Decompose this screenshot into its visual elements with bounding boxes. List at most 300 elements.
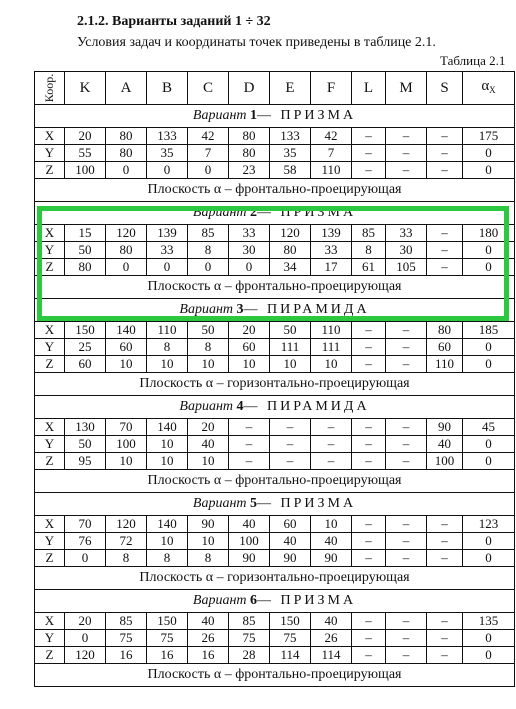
coordinate-value: –: [352, 128, 386, 145]
coordinate-value: –: [352, 356, 386, 373]
coordinate-value: 42: [311, 128, 352, 145]
coordinate-value: –: [427, 630, 463, 647]
coordinate-value: 16: [147, 647, 188, 664]
coordinate-value: –: [352, 647, 386, 664]
coordinate-value: 15: [65, 225, 106, 242]
coordinate-value: 60: [229, 339, 270, 356]
coordinate-row: [35, 225, 515, 242]
coordinate-value: 135: [463, 613, 515, 630]
plane-prefix: Плоскость: [147, 182, 211, 197]
variant-number: 6: [250, 593, 257, 608]
coordinate-value: 26: [311, 630, 352, 647]
koord-header-label: Коор.: [42, 73, 57, 103]
coordinate-value: –: [229, 436, 270, 453]
coordinate-value: 10: [106, 356, 147, 373]
coordinate-value: –: [427, 647, 463, 664]
coordinate-value: 10: [311, 516, 352, 533]
plane-type: – горизонтально-проецирующая: [216, 570, 410, 585]
coordinate-value: –: [427, 145, 463, 162]
coordinate-value: –: [352, 550, 386, 567]
coordinate-value: –: [352, 339, 386, 356]
coordinate-value: –: [352, 630, 386, 647]
coordinate-value: 0: [463, 533, 515, 550]
coordinate-value: 8: [188, 339, 229, 356]
coordinate-value: 25: [65, 339, 106, 356]
coordinate-value: –: [386, 419, 427, 436]
plane-description: [35, 276, 515, 299]
coordinate-value: 80: [270, 242, 311, 259]
coordinate-value: 111: [270, 339, 311, 356]
coordinate-value: 100: [65, 162, 106, 179]
variant-word: Вариант: [192, 108, 247, 123]
coordinate-label: Z: [35, 647, 65, 664]
coordinate-value: 140: [147, 516, 188, 533]
coordinate-value: 100: [427, 453, 463, 470]
coordinate-value: –: [229, 453, 270, 470]
coordinate-value: 40: [188, 613, 229, 630]
coordinate-value: 40: [188, 436, 229, 453]
coordinate-value: 80: [106, 145, 147, 162]
coordinate-value: 111: [311, 339, 352, 356]
coordinate-value: 45: [463, 419, 515, 436]
coordinate-value: 16: [106, 647, 147, 664]
coordinate-value: 0: [463, 339, 515, 356]
coordinate-row: [35, 436, 515, 453]
alpha-subscript: X: [489, 85, 496, 95]
variant-word: Вариант: [192, 205, 247, 220]
coordinate-label: Z: [35, 162, 65, 179]
coordinate-value: 105: [386, 259, 427, 276]
coordinate-row: [35, 550, 515, 567]
coordinate-value: 123: [463, 516, 515, 533]
plane-type: – фронтально-проецирующая: [224, 667, 402, 682]
coordinate-value: 76: [65, 533, 106, 550]
coordinate-value: 75: [147, 630, 188, 647]
coordinate-row: [35, 419, 515, 436]
coordinate-value: –: [352, 516, 386, 533]
coordinate-value: 10: [229, 356, 270, 373]
coordinate-row: [35, 613, 515, 630]
coordinate-row: [35, 242, 515, 259]
coordinate-value: 26: [188, 630, 229, 647]
coordinate-value: 23: [229, 162, 270, 179]
variant-word: Вариант: [192, 593, 247, 608]
col-header-e: E: [270, 72, 311, 105]
koord-header: [35, 72, 65, 105]
variant-number: 5: [250, 496, 257, 511]
coordinate-value: 10: [147, 453, 188, 470]
coordinate-value: –: [311, 453, 352, 470]
variant-word: Вариант: [192, 496, 247, 511]
variant-title: [35, 493, 515, 516]
coordinate-value: 110: [311, 322, 352, 339]
coordinate-value: 140: [147, 419, 188, 436]
col-header-k: K: [65, 72, 106, 105]
coordinate-label: Y: [35, 630, 65, 647]
coordinate-value: 80: [427, 322, 463, 339]
variant-word: Вариант: [179, 399, 234, 414]
coordinate-value: –: [427, 128, 463, 145]
coordinate-value: 8: [188, 550, 229, 567]
variant-title-row: [35, 396, 515, 419]
coordinate-value: 40: [229, 516, 270, 533]
coordinate-label: Y: [35, 533, 65, 550]
col-header-m: M: [386, 72, 427, 105]
coordinate-value: 35: [147, 145, 188, 162]
coordinate-value: 40: [427, 436, 463, 453]
coordinate-value: 60: [106, 339, 147, 356]
coordinate-value: –: [427, 550, 463, 567]
variant-shape: — ПРИЗМА: [257, 108, 357, 123]
coordinate-value: 0: [463, 162, 515, 179]
coordinate-value: –: [386, 613, 427, 630]
coordinate-value: 10: [270, 356, 311, 373]
coordinate-value: 33: [229, 225, 270, 242]
coordinate-value: 0: [463, 647, 515, 664]
coordinate-value: –: [427, 533, 463, 550]
variant-shape: — ПИРАМИДА: [243, 399, 370, 414]
coordinate-value: 8: [147, 550, 188, 567]
coordinate-value: 0: [65, 630, 106, 647]
coordinate-row: [35, 630, 515, 647]
coordinate-value: 10: [147, 356, 188, 373]
coordinate-value: 0: [463, 356, 515, 373]
coordinate-value: 80: [65, 259, 106, 276]
plane-type: – фронтально-проецирующая: [224, 182, 402, 197]
coordinate-value: 80: [229, 128, 270, 145]
coordinate-value: –: [386, 128, 427, 145]
plane-row: [35, 276, 515, 299]
coordinate-value: 133: [147, 128, 188, 145]
coordinate-value: –: [352, 453, 386, 470]
plane-alpha: α: [213, 667, 222, 682]
coordinate-value: 90: [270, 550, 311, 567]
coordinate-value: 7: [188, 145, 229, 162]
coordinate-value: –: [386, 322, 427, 339]
plane-alpha: α: [213, 182, 222, 197]
coordinate-value: 30: [386, 242, 427, 259]
plane-row: [35, 373, 515, 396]
coordinate-value: 20: [188, 419, 229, 436]
plane-description: [35, 373, 515, 396]
variant-shape: — ПРИЗМА: [257, 205, 357, 220]
coordinate-label: Y: [35, 145, 65, 162]
coordinate-value: 185: [463, 322, 515, 339]
coordinate-value: 114: [311, 647, 352, 664]
coordinate-row: [35, 339, 515, 356]
plane-description: [35, 664, 515, 687]
coordinate-value: 90: [229, 550, 270, 567]
coordinate-value: 80: [106, 242, 147, 259]
coordinate-value: 0: [463, 630, 515, 647]
coordinate-value: –: [311, 436, 352, 453]
coordinate-label: Y: [35, 242, 65, 259]
variant-title: [35, 105, 515, 128]
coordinate-value: 70: [106, 419, 147, 436]
variant-number: 1: [250, 108, 257, 123]
coordinate-value: –: [386, 647, 427, 664]
coordinate-value: 55: [65, 145, 106, 162]
coordinate-label: Y: [35, 339, 65, 356]
coordinate-value: 150: [270, 613, 311, 630]
coordinate-row: [35, 533, 515, 550]
coordinate-value: 114: [270, 647, 311, 664]
col-header-alpha: [463, 72, 515, 105]
plane-row: [35, 470, 515, 493]
coordinate-label: X: [35, 225, 65, 242]
coordinate-value: 90: [311, 550, 352, 567]
coordinate-value: 40: [311, 533, 352, 550]
coordinate-row: [35, 162, 515, 179]
coordinate-label: Y: [35, 436, 65, 453]
plane-description: [35, 567, 515, 590]
col-header-s: S: [427, 72, 463, 105]
plane-prefix: Плоскость: [147, 667, 211, 682]
coordinate-label: X: [35, 613, 65, 630]
coordinate-value: 42: [188, 128, 229, 145]
col-header-c: C: [188, 72, 229, 105]
coordinate-value: 0: [463, 453, 515, 470]
coordinate-label: X: [35, 128, 65, 145]
plane-description: [35, 179, 515, 202]
coordinate-value: 50: [270, 322, 311, 339]
variant-title: [35, 590, 515, 613]
coordinate-value: 139: [147, 225, 188, 242]
coordinate-value: 50: [65, 242, 106, 259]
coordinate-value: 17: [311, 259, 352, 276]
coordinate-value: –: [229, 419, 270, 436]
coordinate-value: 35: [270, 145, 311, 162]
plane-alpha: α: [213, 279, 222, 294]
variants-body: [35, 105, 515, 687]
col-header-l: L: [352, 72, 386, 105]
coordinate-value: –: [311, 419, 352, 436]
coordinate-value: 133: [270, 128, 311, 145]
coordinate-value: 72: [106, 533, 147, 550]
variant-title-row: [35, 105, 515, 128]
coordinate-row: [35, 356, 515, 373]
variant-title-row: [35, 493, 515, 516]
coordinate-label: Z: [35, 259, 65, 276]
plane-row: [35, 664, 515, 687]
col-header-f: F: [311, 72, 352, 105]
coordinate-value: 7: [311, 145, 352, 162]
header-row: [35, 72, 515, 105]
alpha-symbol: α: [481, 78, 490, 94]
variant-number: 3: [236, 302, 244, 317]
coordinate-value: 10: [106, 453, 147, 470]
coordinate-value: 0: [188, 259, 229, 276]
coordinate-label: X: [35, 322, 65, 339]
coordinate-value: 61: [352, 259, 386, 276]
coordinate-row: [35, 453, 515, 470]
coordinate-value: 130: [65, 419, 106, 436]
coordinate-value: 0: [463, 436, 515, 453]
coordinate-label: X: [35, 419, 65, 436]
coordinate-value: 85: [352, 225, 386, 242]
coordinate-label: Z: [35, 550, 65, 567]
coordinate-value: 75: [270, 630, 311, 647]
coordinate-value: –: [270, 453, 311, 470]
coordinate-value: 30: [229, 242, 270, 259]
coordinate-value: 50: [65, 436, 106, 453]
coordinate-value: 140: [106, 322, 147, 339]
coordinate-value: 70: [65, 516, 106, 533]
plane-prefix: Плоскость: [139, 570, 203, 585]
coordinate-value: –: [386, 550, 427, 567]
coordinate-value: 100: [106, 436, 147, 453]
plane-alpha: α: [205, 570, 214, 585]
coordinate-value: 0: [106, 162, 147, 179]
coordinate-value: –: [386, 533, 427, 550]
coordinate-value: 139: [311, 225, 352, 242]
coordinate-value: 110: [311, 162, 352, 179]
coordinate-value: 8: [106, 550, 147, 567]
coordinate-value: –: [270, 419, 311, 436]
coordinate-value: 10: [147, 436, 188, 453]
coordinate-row: [35, 516, 515, 533]
coordinate-value: 10: [311, 356, 352, 373]
coordinate-row: [35, 128, 515, 145]
plane-type: – горизонтально-проецирующая: [216, 376, 410, 391]
table-caption: Таблица 2.1: [440, 53, 506, 68]
coordinate-value: 120: [106, 516, 147, 533]
coordinate-value: 120: [106, 225, 147, 242]
plane-alpha: α: [205, 376, 214, 391]
coordinate-value: 10: [188, 356, 229, 373]
coordinate-value: 33: [311, 242, 352, 259]
coordinate-value: 150: [65, 322, 106, 339]
coordinate-value: 175: [463, 128, 515, 145]
coordinate-value: –: [352, 162, 386, 179]
coordinate-value: 0: [65, 550, 106, 567]
coordinate-value: 0: [463, 242, 515, 259]
coordinate-label: Z: [35, 453, 65, 470]
coordinate-value: 58: [270, 162, 311, 179]
variant-number: 2: [250, 205, 257, 220]
variant-title-row: [35, 590, 515, 613]
coordinate-value: –: [427, 242, 463, 259]
plane-row: [35, 567, 515, 590]
coordinate-value: 8: [147, 339, 188, 356]
coordinate-value: 34: [270, 259, 311, 276]
coordinate-value: 90: [427, 419, 463, 436]
coordinate-row: [35, 322, 515, 339]
plane-type: – фронтально-проецирующая: [224, 279, 402, 294]
col-header-d: D: [229, 72, 270, 105]
coordinate-value: –: [427, 613, 463, 630]
coordinate-value: 100: [229, 533, 270, 550]
coordinate-value: 40: [311, 613, 352, 630]
coordinate-value: –: [386, 356, 427, 373]
coordinate-value: 20: [65, 128, 106, 145]
variant-shape: — ПИРАМИДА: [243, 302, 370, 317]
coordinate-value: –: [386, 436, 427, 453]
variant-number: 4: [236, 399, 244, 414]
coordinate-value: 75: [229, 630, 270, 647]
coordinate-value: 110: [147, 322, 188, 339]
coordinate-value: 0: [229, 259, 270, 276]
coordinate-value: –: [352, 613, 386, 630]
coordinate-value: –: [386, 453, 427, 470]
coordinate-value: –: [352, 322, 386, 339]
coordinate-value: 0: [147, 162, 188, 179]
coordinate-value: –: [427, 516, 463, 533]
coordinate-value: 10: [188, 453, 229, 470]
coordinate-value: 120: [270, 225, 311, 242]
coordinate-value: 90: [188, 516, 229, 533]
coordinate-value: 85: [106, 613, 147, 630]
plane-prefix: Плоскость: [147, 279, 211, 294]
coordinate-value: –: [427, 225, 463, 242]
coordinate-value: 95: [65, 453, 106, 470]
coordinate-value: –: [386, 145, 427, 162]
plane-prefix: Плоскость: [147, 473, 211, 488]
coordinate-value: 60: [65, 356, 106, 373]
coordinate-value: 85: [229, 613, 270, 630]
coordinate-value: –: [352, 145, 386, 162]
coordinate-value: –: [270, 436, 311, 453]
coordinate-value: 75: [106, 630, 147, 647]
col-header-a: A: [106, 72, 147, 105]
coordinate-value: 60: [270, 516, 311, 533]
coordinate-value: 0: [188, 162, 229, 179]
coordinate-value: 20: [229, 322, 270, 339]
plane-row: [35, 179, 515, 202]
coordinate-value: –: [386, 630, 427, 647]
variant-shape: — ПРИЗМА: [257, 496, 357, 511]
plane-prefix: Плоскость: [139, 376, 203, 391]
coordinate-row: [35, 647, 515, 664]
coordinate-value: 33: [147, 242, 188, 259]
coordinate-value: 20: [65, 613, 106, 630]
coordinate-value: 0: [463, 145, 515, 162]
variants-table: [34, 71, 515, 687]
coordinate-value: 80: [106, 128, 147, 145]
coordinate-value: 85: [188, 225, 229, 242]
coordinate-label: X: [35, 516, 65, 533]
coordinate-value: –: [386, 339, 427, 356]
coordinate-value: 10: [188, 533, 229, 550]
coordinate-value: 0: [463, 550, 515, 567]
coordinate-value: 110: [427, 356, 463, 373]
coordinate-value: 50: [188, 322, 229, 339]
coordinate-value: 10: [147, 533, 188, 550]
coordinate-value: –: [352, 419, 386, 436]
variant-title: [35, 396, 515, 419]
coordinate-value: 8: [188, 242, 229, 259]
plane-type: – фронтально-проецирующая: [224, 473, 402, 488]
coordinate-value: –: [352, 533, 386, 550]
variant-title-row: [35, 202, 515, 225]
coordinate-value: 0: [463, 259, 515, 276]
coordinate-row: [35, 145, 515, 162]
variant-shape: — ПРИЗМА: [257, 593, 357, 608]
coordinate-label: Z: [35, 356, 65, 373]
coordinate-value: 28: [229, 647, 270, 664]
coordinate-value: –: [386, 516, 427, 533]
coordinate-value: 180: [463, 225, 515, 242]
coordinate-value: 150: [147, 613, 188, 630]
variant-word: Вариант: [179, 302, 234, 317]
section-subheading: Условия задач и координаты точек приведены в таблице 2.1.: [77, 35, 436, 50]
variant-title: [35, 202, 515, 225]
coordinate-value: 0: [106, 259, 147, 276]
plane-description: [35, 470, 515, 493]
coordinate-value: 16: [188, 647, 229, 664]
coordinate-row: [35, 259, 515, 276]
coordinate-value: 8: [352, 242, 386, 259]
